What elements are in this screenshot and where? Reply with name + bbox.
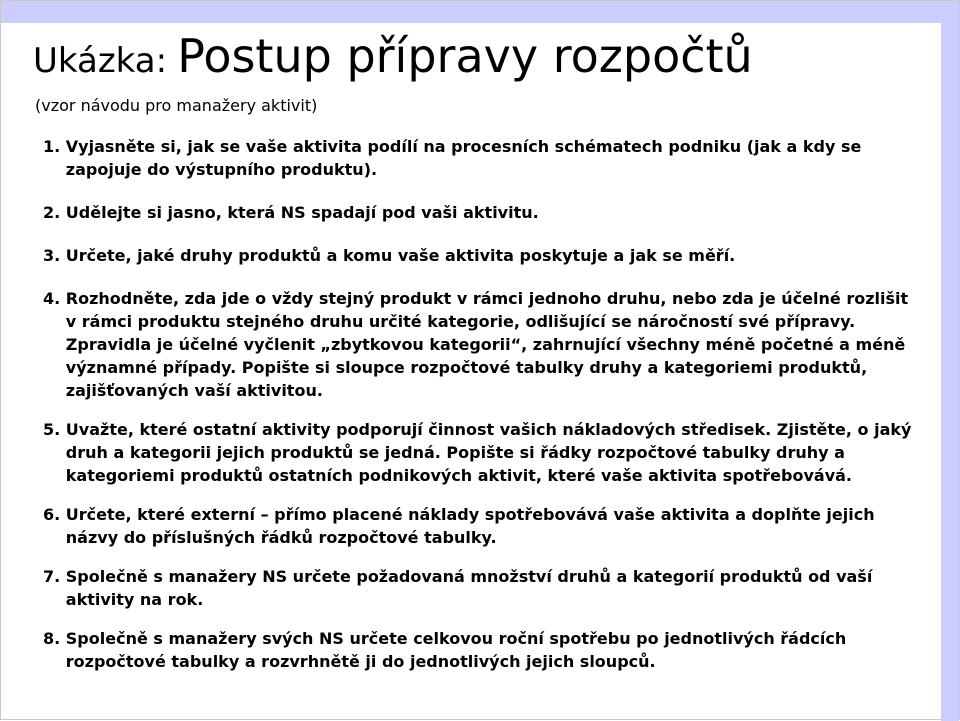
step-7 xyxy=(43,565,923,611)
page-title xyxy=(33,31,753,82)
step-8 xyxy=(43,627,923,673)
step-text: Uvažte, které ostatní aktivity podporují činnost vašich nákladových středisek. Zjistěte, o jaký druh a kategorii jejich produktů se jedná. Popište si řádky rozpočtové tabulky druhy a kategoriemi produktů ostatních podnikových aktivit, které vaše aktivita spotřebovává. xyxy=(65,420,912,485)
step-1 xyxy=(43,135,923,181)
step-number: 3. xyxy=(43,246,66,265)
step-6 xyxy=(43,503,923,549)
right-accent-bar xyxy=(941,1,959,721)
step-number: 4. xyxy=(43,289,66,308)
step-number: 7. xyxy=(43,567,66,586)
step-number: 2. xyxy=(43,203,66,222)
step-number: 1. xyxy=(43,137,66,156)
steps-list xyxy=(43,135,923,693)
step-text: Společně s manažery svých NS určete celkovou roční spotřebu po jednotlivých řádcích rozpočtové tabulky a rozvrhnětě ji do jednotlivých jejich sloupců. xyxy=(65,629,847,671)
step-number: 6. xyxy=(43,505,66,524)
title-prefix: Ukázka: xyxy=(33,41,168,81)
step-text: Udělejte si jasno, která NS spadají pod vaši aktivitu. xyxy=(65,203,539,222)
step-text: Určete, jaké druhy produktů a komu vaše aktivita poskytuje a jak se měří. xyxy=(65,246,736,265)
step-number: 8. xyxy=(43,629,66,648)
step-2 xyxy=(43,201,923,224)
step-3 xyxy=(43,244,923,267)
top-accent-bar xyxy=(1,1,943,23)
step-text: Rozhodněte, zda jde o vždy stejný produkt v rámci jednoho druhu, nebo zda je účelné rozlišit v rámci produktu stejného druhu určité kategorie, odlišující se náročností své přípravy. Zpravidla je účelné vyčlenit „zbytkovou kategorii“, zahrnující všechny méně početné a méně významné případy. Popište si sloupce rozpočtové tabulky druhy a kategoriemi produktů, zajišťovaných vaší aktivitou. xyxy=(65,289,909,400)
step-number: 5. xyxy=(43,420,66,439)
step-4 xyxy=(43,287,923,402)
step-text: Určete, které externí – přímo placené náklady spotřebovává vaše aktivita a doplňte jejich názvy do příslušných řádků rozpočtové tabulky. xyxy=(65,505,875,547)
subtitle: (vzor návodu pro manažery aktivit) xyxy=(35,96,318,115)
title-main: Postup přípravy rozpočtů xyxy=(177,29,753,83)
step-text: Společně s manažery NS určete požadovaná množství druhů a kategorií produktů od vaší aktivity na rok. xyxy=(65,567,873,609)
step-text: Vyjasněte si, jak se vaše aktivita podílí na procesních schématech podniku (jak a kdy se zapojuje do výstupního produktu). xyxy=(65,137,862,179)
step-5 xyxy=(43,418,923,487)
